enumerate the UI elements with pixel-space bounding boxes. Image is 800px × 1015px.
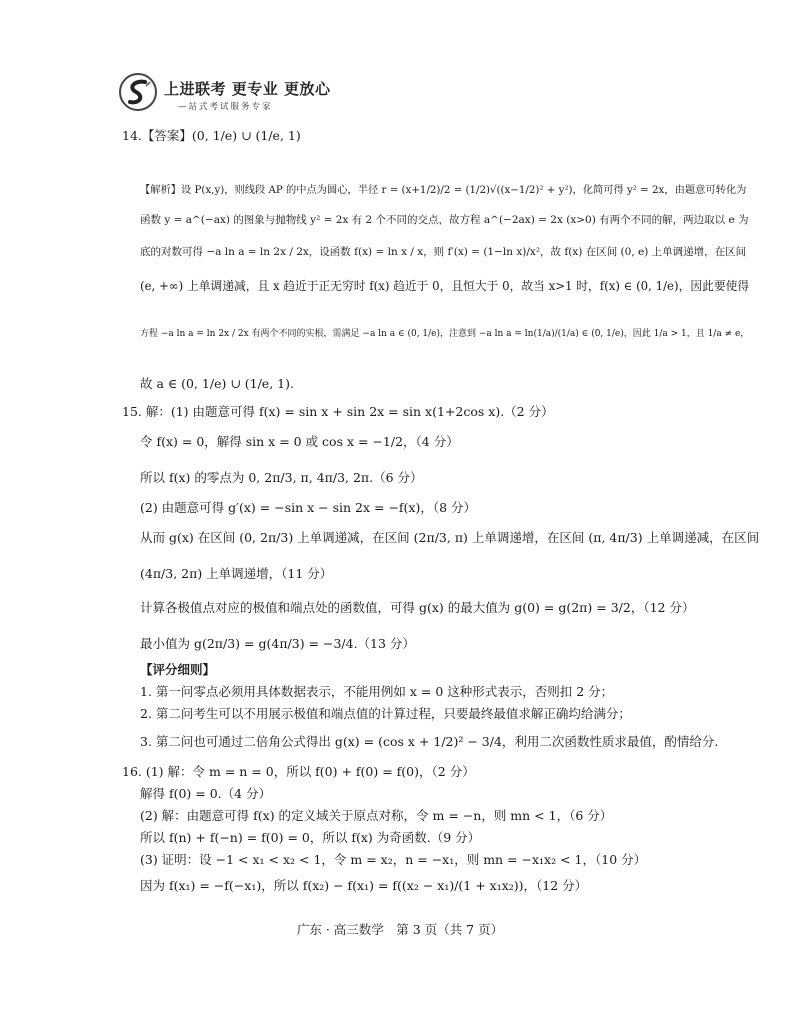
q16-step-3: (2) 解：由题意可得 f(x) 的定义域关于原点对称，令 m = −n，则 mn < 1，（6 分） [140,808,613,823]
q16-step-1: 16. (1) 解：令 m = n = 0，所以 f(0) + f(0) = f(0)，（2 分） [122,764,475,779]
q15-step-2: 令 f(x) = 0，解得 sin x = 0 或 cos x = −1/2，（4 分） [140,434,459,449]
q14-analysis-line-1: 【解析】设 P(x,y)，则线段 AP 的中点为圆心，半径 r = (x+1/2)/2 = (1/2)√((x−1/2)² + y²)，化简可得 y² = 2x，由题意可转化为 [140,184,747,196]
q15-step-7: 计算各极值点对应的极值和端点处的函数值，可得 g(x) 的最大值为 g(0) = g(2π) = 3/2，（12 分） [140,600,695,615]
brand-logo-icon [118,72,158,112]
q16-step-2: 解得 f(0) = 0.（4 分） [140,786,272,801]
q14-analysis-line-3: 底的对数可得 −a ln a = ln 2x / 2x，设函数 f(x) = ln x / x，则 f′(x) = (1−ln x)/x²，故 f(x) 在区间 (0, e) 上单调递增，在区间 [140,246,747,258]
q15-step-8: 最小值为 g(2π/3) = g(4π/3) = −3/4.（13 分） [140,636,415,651]
grading-rules-heading: 【评分细则】 [140,662,216,677]
q14-analysis-line-2: 函数 y = a^(−ax) 的图象与抛物线 y² = 2x 有 2 个不同的交点，故方程 a^(−2ax) = 2x (x>0) 有两个不同的解，两边取以 e 为 [140,214,749,226]
q16-step-5: (3) 证明：设 −1 < x₁ < x₂ < 1，令 m = x₂，n = −x₁，则 mn = −x₁x₂ < 1，（10 分） [140,852,647,867]
page-footer: 广东 · 高三数学 第 3 页（共 7 页） [296,922,504,937]
q15-step-1: 15. 解：(1) 由题意可得 f(x) = sin x + sin 2x = sin x(1+2cos x).（2 分） [122,404,554,419]
q14-answer: 14.【答案】(0, 1/e) ∪ (1/e, 1) [122,128,301,143]
q16-step-6: 因为 f(x₁) = −f(−x₁)，所以 f(x₂) − f(x₁) = f((x₂ − x₁)/(1 + x₁x₂))，（12 分） [140,878,588,893]
q15-step-5: 从而 g(x) 在区间 (0, 2π/3) 上单调递减，在区间 (2π/3, π) 上单调递增，在区间 (π, 4π/3) 上单调递减，在区间 [140,530,760,545]
header [118,72,418,116]
q15-step-3: 所以 f(x) 的零点为 0, 2π/3, π, 4π/3, 2π.（6 分） [140,470,423,485]
grading-rule-3: 3. 第二问也可通过二倍角公式得出 g(x) = (cos x + 1/2)² − 3/4，利用二次函数性质求最值，酌情给分. [140,734,719,749]
q16-step-4: 所以 f(n) + f(−n) = f(0) = 0，所以 f(x) 为奇函数.（9 分） [140,830,481,845]
grading-rule-1: 1. 第一问零点必须用具体数据表示，不能用例如 x = 0 这种形式表示，否则扣 2 分； [140,684,614,699]
q15-step-6: (4π/3, 2π) 上单调递增，（11 分） [140,566,333,581]
q15-step-4: (2) 由题意可得 g′(x) = −sin x − sin 2x = −f(x)，（8 分） [140,500,477,515]
q14-analysis-line-5: 方程 −a ln a = ln 2x / 2x 有两个不同的实根，需满足 −a ln a ∈ (0, 1/e)，注意到 −a ln a = ln(1/a)/(1/a) ∈ (0, 1/e)，因此 1/a > 1，且 1/a ≠ e， [140,329,750,339]
q14-conclusion: 故 a ∈ (0, 1/e) ∪ (1/e, 1). [140,376,294,391]
q14-analysis-line-4: (e, +∞) 上单调递减，且 x 趋近于正无穷时 f(x) 趋近于 0，且恒大于 0，故当 x>1 时，f(x) ∈ (0, 1/e)，因此要使得 [140,279,750,293]
grading-rule-2: 2. 第二问考生可以不用展示极值和端点值的计算过程，只要最终最值求解正确均给满分； [140,706,631,721]
brand-name: 上进联考 更专业 更放心 [164,80,331,98]
brand-slogan: —站式考试服务专家 [178,102,273,112]
